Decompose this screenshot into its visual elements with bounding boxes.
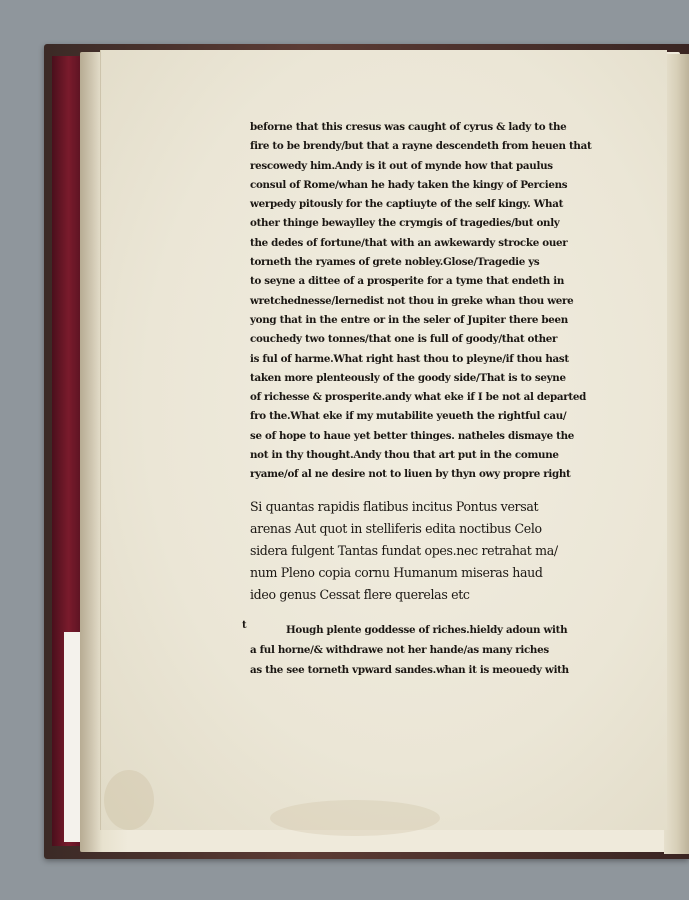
text-line: yong that in the entre or in the seler of Jupiter there been — [250, 313, 568, 326]
text-line: wretchednesse/lernedist not thou in greke whan thou were — [250, 294, 574, 307]
text-line: of richesse & prosperite.andy what eke if I be not al departed — [250, 391, 586, 404]
english-paragraph-2 — [242, 619, 612, 680]
text-line: is ful of harme.What right hast thou to pleyne/if thou hast — [250, 352, 569, 365]
gutter-shadow — [80, 52, 102, 852]
text-line: other thinge bewaylley the crymgis of tragedies/but only — [250, 217, 560, 230]
text-line: Hough plente goddesse of riches.hieldy adoun with — [286, 623, 568, 636]
english-paragraph-1 — [250, 118, 612, 485]
latin-verse — [250, 496, 612, 606]
initial-guide-letter: t — [242, 619, 247, 631]
text-line: couchedy two tonnes/that one is full of goody/that other — [250, 333, 558, 346]
text-line: se of hope to haue yet better thinges. natheles dismaye the — [250, 429, 575, 442]
text-line: torneth the ryames of grete nobley.Glose/Tragedie ys — [250, 256, 540, 269]
verse-line: arenas Aut quot in stelliferis edita noctibus Celo — [250, 520, 542, 536]
text-line: ryame/of al ne desire not to liuen by thyn owy propre right — [250, 468, 571, 481]
verse-line: num Pleno copia cornu Humanum miseras haud — [250, 564, 543, 580]
page-stain-corner — [104, 770, 154, 830]
verse-line: Si quantas rapidis flatibus incitus Pontus versat — [250, 498, 539, 514]
verse-line: ideo genus Cessat flere querelas etc — [250, 586, 470, 602]
text-line: fro the.What eke if my mutabilite yeueth the rightful cau/ — [250, 410, 567, 423]
facing-page-edge — [664, 54, 689, 854]
text-line: beforne that this cresus was caught of cyrus & lady to the — [250, 121, 567, 133]
text-line: taken more plenteously of the goody side/That is to seyne — [250, 371, 566, 384]
text-line: to seyne a dittee of a prosperite for a tyme that endeth in — [250, 275, 565, 288]
text-line: a ful horne/& withdrawe not her hande/as many riches — [250, 643, 549, 656]
text-line: the dedes of fortune/that with an awkewardy strocke ouer — [250, 236, 568, 249]
text-line: fire to be brendy/but that a rayne descendeth from heuen that — [250, 140, 592, 153]
verse-line: sidera fulgent Tantas fundat opes.nec retrahat ma/ — [250, 542, 558, 558]
page-text — [242, 118, 612, 680]
text-line: as the see torneth vpward sandes.whan it is meouedy with — [250, 663, 569, 676]
text-line: rescowedy him.Andy is it out of mynde how that paulus — [250, 159, 553, 172]
text-line: not in thy thought.Andy thou that art put in the comune — [250, 449, 559, 462]
page-stain — [270, 800, 440, 836]
text-line: consul of Rome/whan he hady taken the kingy of Perciens — [250, 178, 568, 191]
text-line: werpedy pitously for the captiuyte of the self kingy. What — [250, 198, 564, 211]
